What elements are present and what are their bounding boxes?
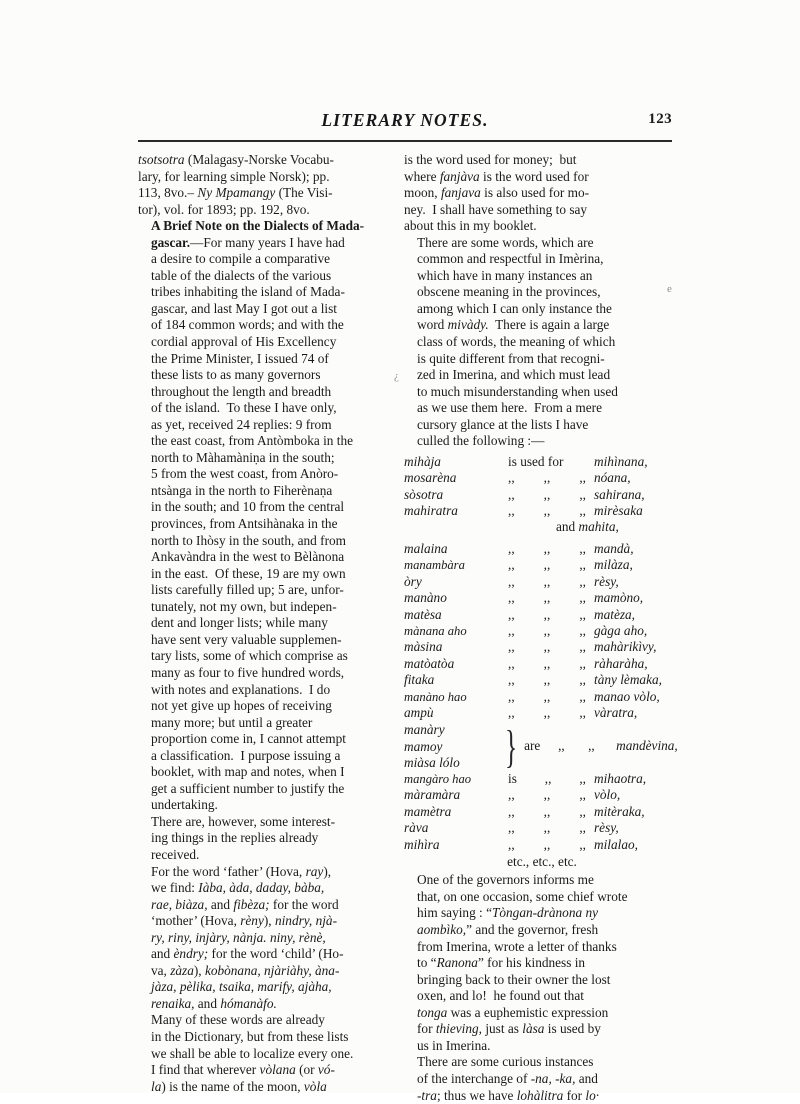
continuation-gloss: mahita,: [579, 519, 619, 534]
ditto-mark: ,,: [579, 804, 586, 820]
right-column: [404, 152, 662, 1104]
line: -tra; thus we have lohàlitra for lo·: [404, 1088, 662, 1104]
ditto-mark: ,,: [579, 837, 586, 853]
line: gascar.—For many years I have had: [138, 235, 396, 252]
wordlist-term: màsina: [404, 639, 508, 655]
ditto-mark: ,,: [508, 574, 515, 590]
wordlist-row: [404, 623, 662, 639]
line: provinces, from Antsihànaka in the: [138, 516, 396, 533]
ditto-mark: ,,: [579, 470, 586, 486]
line: moon, fanjava is also used for mo-: [404, 185, 662, 202]
ditto-mark: ,,: [544, 503, 551, 519]
line: tunately, not my own, but indepen-: [138, 599, 396, 616]
wordlist-gloss: mandèvina,: [616, 738, 678, 754]
ditto-mark: ,,: [579, 820, 586, 836]
line: him saying : “Tòngan-drànona ny: [404, 905, 662, 922]
line: many as four to five hundred words,: [138, 665, 396, 682]
line: undertaking.: [138, 797, 396, 814]
scan-artifact-gutter: ¿: [394, 370, 399, 382]
line: have sent very valuable supplemen-: [138, 632, 396, 649]
ditto-mark: ,,: [579, 541, 586, 557]
ditto-mark: ,,: [579, 771, 586, 787]
line: 5 from the west coast, from Anòro-: [138, 466, 396, 483]
paragraph-volana: [138, 1062, 396, 1095]
ditto-mark: ,,: [508, 705, 515, 721]
wordlist-term: òry: [404, 574, 508, 590]
line: tary lists, some of which comprise as: [138, 648, 396, 665]
wordlist-row: [404, 656, 662, 672]
braced-gloss-row: [524, 738, 678, 754]
wordlist-gloss: vòlo,: [594, 787, 620, 803]
line: ntsànga in the north to Fiherènaṇa: [138, 483, 396, 500]
dialect-equivalence-list: [404, 454, 662, 871]
line: which have in many instances an: [404, 268, 662, 285]
ditto-mark: ,,: [544, 804, 551, 820]
wordlist-row: [404, 590, 662, 606]
line: a classification. I purpose issuing a: [138, 748, 396, 765]
line: throughout the length and breadth: [138, 384, 396, 401]
line: jàza, pèlika, tsaika, marify, ajàha,: [138, 979, 396, 996]
wordlist-term: manambàra: [404, 557, 508, 573]
line: [138, 218, 396, 235]
wordlist-row: [404, 705, 662, 721]
line: aombìko,” and the governor, fresh: [404, 922, 662, 939]
wordlist-gloss: mamòno,: [594, 590, 643, 606]
wordlist-gloss: mitèraka,: [594, 804, 645, 820]
line: is quite different from that recogni-: [404, 351, 662, 368]
line: tribes inhabiting the island of Mada-: [138, 284, 396, 301]
line: One of the governors informs me: [404, 872, 662, 889]
line: word mivàdy. There is again a large: [404, 317, 662, 334]
line: with notes and explanations. I do: [138, 682, 396, 699]
line: of the interchange of -na, -ka, and: [404, 1071, 662, 1088]
wordlist-gloss: sahirana,: [594, 487, 645, 503]
page-title: LITERARY NOTES.: [138, 110, 672, 131]
wordlist-continuation: [404, 519, 662, 535]
line: we shall be able to localize every one.: [138, 1046, 396, 1063]
line: class of words, the meaning of which: [404, 334, 662, 351]
line: received.: [138, 847, 396, 864]
ditto-mark: ,,: [579, 574, 586, 590]
ditto-mark: ,,: [508, 656, 515, 672]
wordlist-ditto-group: [508, 470, 594, 486]
ditto-mark: ,,: [544, 656, 551, 672]
line: as yet, received 24 replies: 9 from: [138, 417, 396, 434]
wordlist-braced-group: manàry mamoy miàsa lólo } are ,, ,, mandèvina,: [404, 722, 662, 771]
wordlist-term: manàno hao: [404, 689, 508, 705]
line: as we use them here. From a mere: [404, 400, 662, 417]
line: zed in Imerina, and which must lead: [404, 367, 662, 384]
paragraph-dictionary: [138, 1012, 396, 1062]
line: not yet give up hopes of receiving: [138, 698, 396, 715]
ditto-mark: ,,: [508, 590, 515, 606]
wordlist-term: mosarèna: [404, 470, 508, 486]
wordlist-gloss: vàratra,: [594, 705, 637, 721]
ditto-mark: ,,: [558, 738, 588, 754]
line: tor), vol. for 1893; pp. 192, 8vo.: [138, 202, 396, 219]
wordlist-row: [404, 541, 662, 557]
line: in the east. Of these, 19 are my own: [138, 566, 396, 583]
line: north to Ihòsy in the south, and from: [138, 533, 396, 550]
ditto-mark: ,,: [508, 607, 515, 623]
line: to much misunderstanding when used: [404, 384, 662, 401]
ditto-mark: ,,: [544, 689, 551, 705]
line: tonga was a euphemistic expression: [404, 1005, 662, 1022]
ditto-mark: ,,: [544, 607, 551, 623]
ditto-mark: ,,: [508, 487, 515, 503]
wordlist-row: [404, 470, 662, 486]
line: renaika, and hómanàfo.: [138, 996, 396, 1013]
ditto-mark: ,,: [588, 738, 616, 754]
line: cordial approval of His Excellency: [138, 334, 396, 351]
line: va, zàza), kobònana, njàriàhy, àna-: [138, 963, 396, 980]
wordlist-row: [404, 574, 662, 590]
line: a desire to compile a comparative: [138, 251, 396, 268]
ditto-mark: ,,: [579, 487, 586, 503]
line: culled the following :—: [404, 433, 662, 450]
ditto-mark: ,,: [544, 487, 551, 503]
wordlist-row: [404, 672, 662, 688]
ditto-mark: ,,: [579, 607, 586, 623]
line: these lists to as many governors: [138, 367, 396, 384]
wordlist-gloss: mahàrikìvy,: [594, 639, 656, 655]
wordlist-ditto-group: [508, 557, 594, 573]
paragraph-interesting: [138, 814, 396, 864]
article-heading-cont: gascar.: [151, 235, 190, 250]
wordlist-term: manàry: [404, 722, 500, 738]
wordlist-ditto-group: [508, 787, 594, 803]
wordlist-ditto-group: [508, 672, 594, 688]
ditto-mark: ,,: [544, 672, 551, 688]
wordlist-row: [404, 804, 662, 820]
line: of the island. To these I have only,: [138, 400, 396, 417]
wordlist-gloss: mihìnana,: [594, 454, 648, 470]
wordlist-gloss: rèsy,: [594, 574, 619, 590]
ditto-mark: ,,: [508, 787, 515, 803]
ditto-mark: ,,: [544, 541, 551, 557]
ditto-mark: ,,: [508, 837, 515, 853]
paragraph-money: [404, 152, 662, 235]
line: the east coast, from Antòmboka in the: [138, 433, 396, 450]
page-number: 123: [648, 111, 672, 128]
header-rule: [138, 140, 672, 142]
wordlist-term: malaina: [404, 541, 508, 557]
line: ing things in the replies already: [138, 830, 396, 847]
wordlist-row: [404, 837, 662, 853]
line: for thieving, just as làsa is used by: [404, 1021, 662, 1038]
continuation-conjunction: and: [556, 519, 579, 534]
wordlist-term: mihàja: [404, 454, 508, 470]
italic-title-ny-mpamangy: Ny Mpamangy: [197, 185, 275, 200]
line: bringing back to their owner the lost: [404, 972, 662, 989]
line: cursory glance at the lists I have: [404, 417, 662, 434]
wordlist-gloss: gàga aho,: [594, 623, 647, 639]
line: For the word ‘father’ (Hova, ray),: [138, 864, 396, 881]
paragraph-bibliography: [138, 152, 396, 218]
wordlist-row: [404, 787, 662, 803]
paragraph-governor: [404, 872, 662, 1054]
wordlist-ditto-group: [508, 487, 594, 503]
wordlist-connector: is: [508, 771, 517, 787]
ditto-mark: ,,: [544, 623, 551, 639]
wordlist-row: [404, 454, 662, 470]
ditto-mark: ,,: [545, 771, 552, 787]
ditto-mark: ,,: [579, 672, 586, 688]
wordlist-row: [404, 503, 662, 519]
line: There are some curious instances: [404, 1054, 662, 1071]
line: in the south; and 10 from the central: [138, 499, 396, 516]
wordlist-term: mamètra: [404, 804, 508, 820]
ditto-mark: ,,: [544, 837, 551, 853]
ditto-mark: ,,: [579, 656, 586, 672]
ditto-mark: ,,: [508, 470, 515, 486]
wordlist-gloss: mirèsaka: [594, 503, 643, 519]
line: that, on one occasion, some chief wrote: [404, 889, 662, 906]
line: table of the dialects of the various: [138, 268, 396, 285]
wordlist-term: sòsotra: [404, 487, 508, 503]
line: tsotsotra (Malagasy-Norske Vocabu-: [138, 152, 396, 169]
wordlist-connector: are: [524, 738, 558, 754]
wordlist-row: [404, 771, 662, 787]
ditto-mark: ,,: [579, 689, 586, 705]
line: There are some words, which are: [404, 235, 662, 252]
line: booklet, with map and notes, when I: [138, 764, 396, 781]
wordlist-gloss: mihaotra,: [594, 771, 646, 787]
line: I find that wherever vòlana (or vó-: [138, 1062, 396, 1079]
ditto-mark: ,,: [579, 503, 586, 519]
ditto-mark: ,,: [579, 623, 586, 639]
left-column: [138, 152, 396, 1095]
wordlist-ditto-group: [508, 623, 594, 639]
wordlist-ditto-group: [508, 503, 594, 519]
paragraph-interchange: [404, 1054, 662, 1104]
article-heading: A Brief Note on the Dialects of Mada-: [151, 218, 364, 233]
line: where fanjàva is the word used for: [404, 169, 662, 186]
wordlist-ditto-group: [508, 771, 594, 787]
wordlist-term: miàsa lólo: [404, 755, 500, 771]
line: oxen, and lo! he found out that: [404, 988, 662, 1005]
ditto-mark: ,,: [544, 639, 551, 655]
wordlist-row: [404, 689, 662, 705]
wordlist-term: mànana aho: [404, 623, 508, 639]
line: lists carefully filled up; 5 are, unfor-: [138, 582, 396, 599]
line: and èndry; for the word ‘child’ (Ho-: [138, 946, 396, 963]
wordlist-row: [404, 607, 662, 623]
line: la) is the name of the moon, vòla: [138, 1079, 396, 1096]
line: from Imerina, wrote a letter of thanks: [404, 939, 662, 956]
wordlist-ditto-group: [508, 541, 594, 557]
wordlist-ditto-group: [508, 705, 594, 721]
ditto-mark: ,,: [544, 574, 551, 590]
ditto-mark: ,,: [579, 705, 586, 721]
ditto-mark: ,,: [508, 541, 515, 557]
line: ry, riny, injàry, nànja. niny, rènè,: [138, 930, 396, 947]
wordlist-term: matèsa: [404, 607, 508, 623]
wordlist-gloss: tàny lèmaka,: [594, 672, 662, 688]
wordlist-ditto-group: [508, 804, 594, 820]
wordlist-gloss: milalao,: [594, 837, 638, 853]
wordlist-ditto-group: [508, 820, 594, 836]
wordlist-ditto-group: [508, 837, 594, 853]
ditto-mark: ,,: [544, 705, 551, 721]
ditto-mark: ,,: [544, 787, 551, 803]
line: ‘mother’ (Hova, rèny), nindry, njà-: [138, 913, 396, 930]
line: Ankavàndra in the west to Bèlànona: [138, 549, 396, 566]
wordlist-row: [404, 557, 662, 573]
wordlist-term: ràva: [404, 820, 508, 836]
line: obscene meaning in the provinces,: [404, 284, 662, 301]
wordlist-etc: etc., etc., etc.: [404, 854, 662, 870]
wordlist-gloss: ràharàha,: [594, 656, 648, 672]
wordlist-ditto-group: [508, 639, 594, 655]
wordlist-ditto-group: [508, 607, 594, 623]
line: ney. I shall have something to say: [404, 202, 662, 219]
line: gascar, and last May I got out a list: [138, 301, 396, 318]
wordlist-term: mahiratra: [404, 503, 508, 519]
wordlist-term: màramàra: [404, 787, 508, 803]
wordlist-gloss: matèza,: [594, 607, 635, 623]
line: many more; but until a greater: [138, 715, 396, 732]
line: among which I can only instance the: [404, 301, 662, 318]
ditto-mark: ,,: [544, 557, 551, 573]
line: 113, 8vo.– Ny Mpamangy (The Visi-: [138, 185, 396, 202]
wordlist-term: manàno: [404, 590, 508, 606]
line: common and respectful in Imèrina,: [404, 251, 662, 268]
wordlist-term: mihìra: [404, 837, 508, 853]
wordlist-term: mangàro hao: [404, 771, 508, 787]
wordlist-ditto-group: [508, 574, 594, 590]
wordlist-gloss: nóana,: [594, 470, 631, 486]
line: dent and longer lists; while many: [138, 615, 396, 632]
line: in the Dictionary, but from these lists: [138, 1029, 396, 1046]
wordlist-ditto-group: [508, 590, 594, 606]
line: us in Imerina.: [404, 1038, 662, 1055]
wordlist-gloss: mandà,: [594, 541, 634, 557]
line: the Prime Minister, I issued 74 of: [138, 351, 396, 368]
line: north to Màhamàniṇa in the south;: [138, 450, 396, 467]
ditto-mark: ,,: [508, 804, 515, 820]
line: rae, biàza, and fibèza; for the word: [138, 897, 396, 914]
ditto-mark: ,,: [544, 820, 551, 836]
ditto-mark: ,,: [544, 470, 551, 486]
ditto-mark: ,,: [508, 689, 515, 705]
ditto-mark: ,,: [508, 503, 515, 519]
wordlist-term: fitaka: [404, 672, 508, 688]
wordlist-ditto-group: [508, 689, 594, 705]
wordlist-term: mamoy: [404, 739, 500, 755]
ditto-mark: ,,: [544, 590, 551, 606]
paragraph-imerina: [404, 235, 662, 450]
ditto-mark: ,,: [579, 557, 586, 573]
wordlist-gloss: rèsy,: [594, 820, 619, 836]
ditto-mark: ,,: [579, 787, 586, 803]
paragraph-brief-note: [138, 218, 396, 814]
ditto-mark: ,,: [508, 623, 515, 639]
scan-artifact-margin: e: [667, 283, 672, 295]
ditto-mark: ,,: [508, 557, 515, 573]
ditto-mark: ,,: [508, 820, 515, 836]
line: get a sufficient number to justify the: [138, 781, 396, 798]
running-head: [138, 110, 672, 136]
line: Many of these words are already: [138, 1012, 396, 1029]
wordlist-ditto-group: [508, 656, 594, 672]
line: about this in my booklet.: [404, 218, 662, 235]
wordlist-connector: is used for: [508, 454, 594, 470]
line: of 184 common words; and with the: [138, 317, 396, 334]
wordlist-term: ampù: [404, 705, 508, 721]
wordlist-row: [404, 639, 662, 655]
braced-terms: [404, 722, 500, 771]
wordlist-row: [404, 820, 662, 836]
wordlist-gloss: milàza,: [594, 557, 633, 573]
ditto-mark: ,,: [579, 590, 586, 606]
line: is the word used for money; but: [404, 152, 662, 169]
ditto-mark: ,,: [508, 672, 515, 688]
line: lary, for learning simple Norsk); pp.: [138, 169, 396, 186]
line: proportion come in, I cannot attempt: [138, 731, 396, 748]
paragraph-father-mother-child: [138, 864, 396, 1013]
wordlist-gloss: manao vòlo,: [594, 689, 660, 705]
italic-term-tsotsotra: tsotsotra: [138, 152, 185, 167]
ditto-mark: ,,: [508, 639, 515, 655]
wordlist-term: matòatòa: [404, 656, 508, 672]
line: There are, however, some interest-: [138, 814, 396, 831]
wordlist-row: [404, 487, 662, 503]
ditto-mark: ,,: [579, 639, 586, 655]
line: to “Ranona” for his kindness in: [404, 955, 662, 972]
line: we find: Iàba, àda, daday, bàba,: [138, 880, 396, 897]
